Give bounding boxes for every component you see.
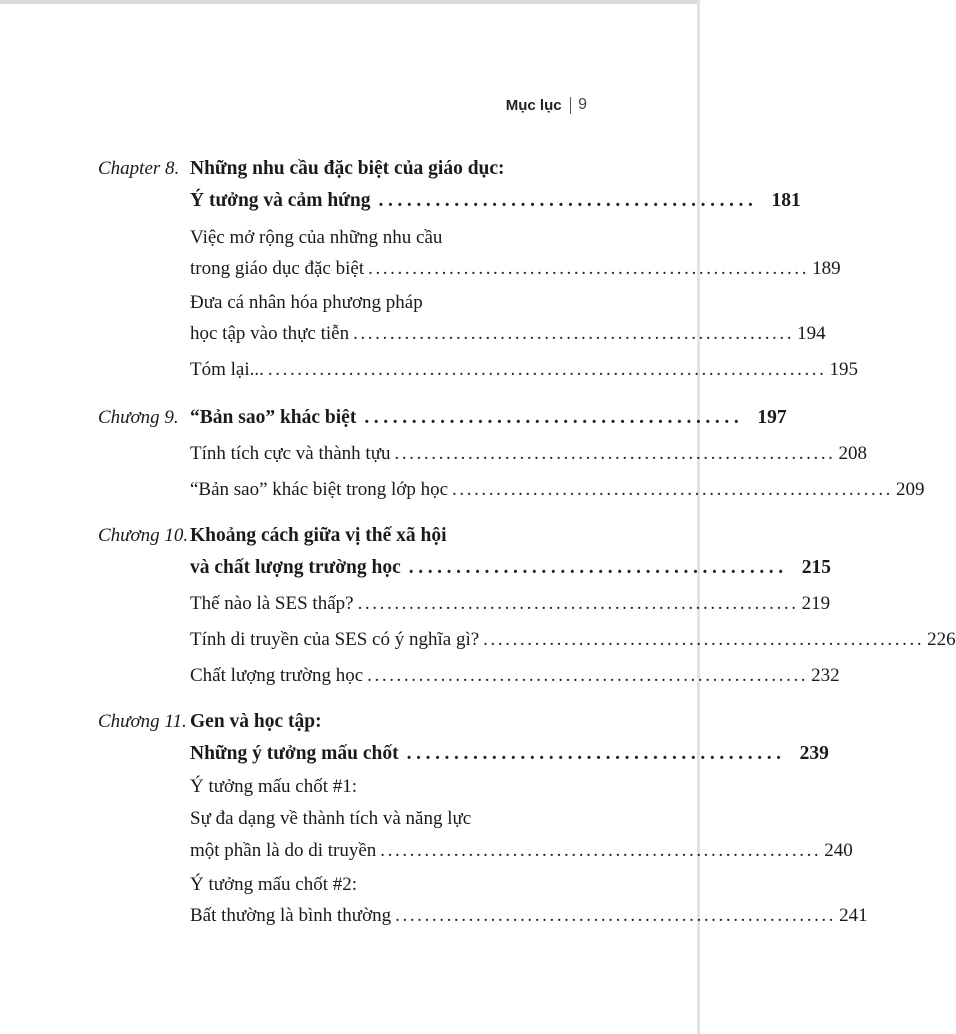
section-entry-line[interactable] [190,358,858,382]
chapter-title-line [190,157,587,181]
leader-dots: ............................................................ [368,258,810,279]
leader-dots: ............................................................ [367,665,809,686]
chapter-title: Khoảng cách giữa vị thế xã hội [190,525,447,546]
chapter-label: Chương 10. [98,525,189,546]
section-entry-line [190,807,587,831]
section-entry-line [190,291,587,315]
leader-dots: ............................................................ [394,443,836,464]
section-title: Ý tưởng mấu chốt #2: [190,874,358,895]
chapter-title-line [190,710,587,734]
leader-dots: ............................................................ [353,323,795,344]
section-entry-line[interactable] [190,478,925,502]
chapter-title-line[interactable] [190,189,801,213]
section-entry-line [190,775,587,799]
page-number: 197 [757,407,787,428]
running-head-title: Mục lục [505,96,562,114]
page-number: 215 [801,557,831,578]
section-entry-line [190,873,587,897]
leader-dots: ........................................ [406,743,786,764]
chapter-title: và chất lượng trường học [190,557,401,578]
section-entry-line[interactable] [190,442,868,466]
page-number: 208 [838,443,868,464]
section-title: Thế nào là SES thấp? [190,593,354,614]
page-number: 181 [771,190,801,211]
page-edge-top [0,0,700,4]
chapter-title-line[interactable] [190,556,831,580]
section-entry-line[interactable] [190,904,868,928]
chapter-title: Ý tưởng và cảm hứng [190,190,371,211]
section-entry-line[interactable] [190,839,853,863]
section-title: Việc mở rộng của những nhu cầu [190,227,443,248]
section-entry-line[interactable] [190,592,831,616]
page-number: 219 [801,593,831,614]
leader-dots: ............................................................................ [267,359,827,380]
leader-dots: ............................................................ [483,629,925,650]
section-entry-line[interactable] [190,628,956,652]
leader-dots: ........................................ [378,190,758,211]
section-entry-line[interactable] [190,664,840,688]
section-entry-line[interactable] [190,322,826,346]
section-title: Đưa cá nhân hóa phương pháp [190,292,423,313]
section-entry-line[interactable] [190,257,841,281]
page-number: 189 [812,258,841,279]
chapter-title: Những nhu cầu đặc biệt của giáo dục: [190,158,505,179]
section-title: Tính tích cực và thành tựu [190,443,391,464]
chapter-title: “Bản sao” khác biệt [190,407,357,428]
section-title: Sự đa dạng về thành tích và năng lực [190,808,472,829]
chapter-label: Chapter 8. [98,158,180,179]
page-number: 239 [799,743,829,764]
section-title: một phần là do di truyền [190,840,377,861]
page-number: 241 [839,905,868,926]
section-title: Ý tưởng mấu chốt #1: [190,776,358,797]
page-number: 195 [829,359,858,380]
chapter-title-line[interactable] [190,406,787,430]
chapter-title-line[interactable] [190,742,829,766]
leader-dots: ............................................................ [357,593,799,614]
section-title: Bất thường là bình thường [190,905,392,926]
section-title: trong giáo dục đặc biệt [190,258,365,279]
chapter-label: Chương 9. [98,407,179,428]
page-number: 226 [927,629,956,650]
chapter-title: Những ý tưởng mấu chốt [190,743,399,764]
leader-dots: ............................................................ [395,905,837,926]
page-number: 240 [824,840,853,861]
chapter-label: Chương 11. [98,711,187,732]
running-head-page-number: 9 [578,96,587,113]
leader-dots: ............................................................ [380,840,822,861]
page-edge-right [697,0,700,1034]
leader-dots: ........................................ [408,557,788,578]
section-title: “Bản sao” khác biệt trong lớp học [190,479,449,500]
section-title: Chất lượng trường học [190,665,364,686]
section-title: Tóm lại... [190,359,264,380]
running-head-separator [570,97,572,114]
running-head [506,96,587,114]
section-title: Tính di truyền của SES có ý nghĩa gì? [190,629,480,650]
page-number: 194 [797,323,826,344]
section-title: học tập vào thực tiễn [190,323,350,344]
section-entry-line [190,226,587,250]
chapter-title-line [190,524,587,548]
page-number: 209 [896,479,925,500]
chapter-title: Gen và học tập: [190,711,322,732]
leader-dots: ............................................................ [452,479,894,500]
page-number: 232 [811,665,840,686]
leader-dots: ........................................ [364,407,744,428]
